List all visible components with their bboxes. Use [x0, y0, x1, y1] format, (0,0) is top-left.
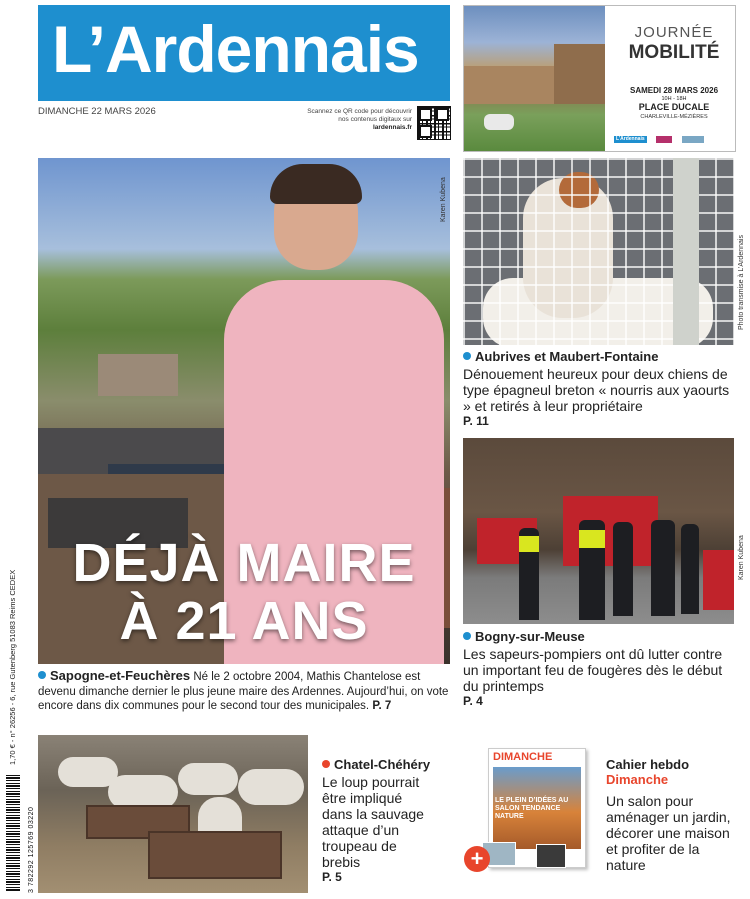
bullet-icon: [322, 760, 330, 768]
wolf-story-location: Chatel-Chéhéry: [334, 757, 431, 772]
supplement-teaser[interactable]: [606, 757, 738, 873]
qr-finder: [419, 108, 432, 121]
cage-post: [673, 158, 699, 345]
person-hair: [270, 164, 362, 204]
imprint-line: 1,70 € - n° 26256 - 6, rue Gutenberg 51083 Reims CEDEX: [8, 569, 17, 765]
dogs-story-photo[interactable]: [463, 158, 734, 345]
bullet-icon: [38, 671, 46, 679]
masthead-title[interactable]: L’Ardennais: [52, 12, 419, 86]
ad-title-mobilite: MOBILITÉ: [628, 42, 720, 63]
photo-credit: Photo transmise à L’Ardennais: [738, 235, 745, 330]
dogs-story[interactable]: [463, 349, 738, 428]
supplement-cover-headline: LE PLEIN D’IDÉES AU SALON TENDANCE NATURE: [495, 797, 569, 820]
headline-line-1: DÉJÀ MAIRE: [72, 533, 416, 593]
qr-caption-text: Scannez ce QR code pour découvrir nos contenus digitaux sur: [307, 108, 412, 123]
wolf-story[interactable]: [322, 757, 450, 884]
sheep: [178, 763, 238, 795]
ad-hours: 10H - 18H: [661, 96, 687, 102]
fire-story-photo[interactable]: [463, 438, 734, 624]
fire-story-text: Les sapeurs-pompiers ont dû lutter contre un important feu de fougères dès le début du printemps: [463, 646, 723, 694]
headline-line-2: À 21 ANS: [119, 591, 369, 651]
main-story-caption[interactable]: [38, 669, 450, 714]
qr-code-icon[interactable]: [417, 106, 451, 140]
qr-site[interactable]: lardennais.fr: [372, 124, 412, 131]
ad-city: CHARLEVILLE-MÉZIÈRES: [640, 114, 708, 120]
supplement-cover-name: DIMANCHE: [493, 751, 553, 763]
wolf-story-text: Le loup pourrait être impliqué dans la sauvage attaque d’un troupeau de brebis: [322, 774, 424, 870]
qr-finder: [419, 125, 432, 138]
ad-sponsor-logos: [614, 136, 734, 144]
supplement-subtitle: Dimanche: [606, 772, 669, 787]
wolf-story-page[interactable]: P. 5: [322, 870, 342, 884]
sheep: [108, 775, 178, 809]
wolf-story-photo[interactable]: [38, 735, 308, 893]
barcode-number: 3 782292 125769 03220: [28, 806, 35, 893]
ad-car: [484, 114, 514, 130]
ad-logo-icon: [682, 136, 704, 143]
masthead[interactable]: [38, 5, 450, 101]
main-story-text: Né le 2 octobre 2004, Mathis Chantelose est devenu dimanche dernier le plus jeune maire des Ardennes. Aujourd’hui, on vote encore dans dix communes pour le second tour des municipales.: [38, 671, 449, 712]
dogs-story-text: Dénouement heureux pour deux chiens de type épagneul breton « nourris aux yaourts » et retirés à leur propriétaire: [463, 366, 730, 414]
ad-photo: [464, 6, 605, 151]
trough: [148, 831, 282, 879]
photo-credit: Karen Kubena: [440, 177, 447, 222]
ad-date: [614, 86, 734, 102]
fire-story-heading: [463, 629, 738, 644]
dogs-story-page[interactable]: P. 11: [463, 414, 489, 428]
main-story-page[interactable]: P. 7: [372, 700, 392, 712]
wolf-story-heading: [322, 757, 450, 772]
qr-caption: [300, 108, 412, 132]
firefighter-vest: [579, 530, 605, 548]
ad-logo-lardennais: L’Ardennais: [616, 136, 645, 142]
ad-logo-icon: [656, 136, 672, 143]
supplement-thumbnail: [536, 844, 566, 868]
qr-finder: [436, 108, 449, 121]
firefighter: [613, 522, 633, 616]
house: [98, 354, 178, 396]
ad-building: [554, 44, 605, 104]
firefighter: [651, 520, 675, 616]
firefighter-vest: [519, 536, 539, 552]
photo-credit: Karen Kubena: [738, 535, 745, 580]
bullet-icon: [463, 632, 471, 640]
firefighter: [681, 524, 699, 614]
bullet-icon: [463, 352, 471, 360]
main-story-photo[interactable]: [38, 158, 450, 664]
sheep: [58, 757, 118, 787]
dogs-story-location: Aubrives et Maubert-Fontaine: [475, 349, 659, 364]
fire-truck: [703, 550, 734, 610]
main-story-location: Sapogne-et-Feuchères: [50, 668, 191, 683]
barcode-bars: [6, 775, 20, 891]
main-headline[interactable]: [38, 534, 450, 650]
sheep: [238, 769, 304, 805]
fire-story-location: Bogny-sur-Meuse: [475, 629, 585, 644]
fire-truck: [563, 496, 658, 566]
ad-date-text: SAMEDI 28 MARS 2026: [629, 86, 719, 95]
supplement-title: Cahier hebdo: [606, 757, 690, 772]
mobility-day-ad[interactable]: [463, 5, 736, 152]
dogs-story-heading: [463, 349, 738, 364]
plus-icon[interactable]: +: [464, 846, 490, 872]
supplement-text: Un salon pour aménager un jardin, décorer une maison et profiter de la nature: [606, 793, 731, 873]
issue-date: DIMANCHE 22 MARS 2026: [38, 106, 156, 117]
fire-story-page[interactable]: P. 4: [463, 694, 483, 708]
fire-story[interactable]: [463, 629, 738, 708]
ad-title-journee: JOURNÉE: [634, 24, 714, 41]
ad-place: PLACE DUCALE: [638, 102, 710, 112]
